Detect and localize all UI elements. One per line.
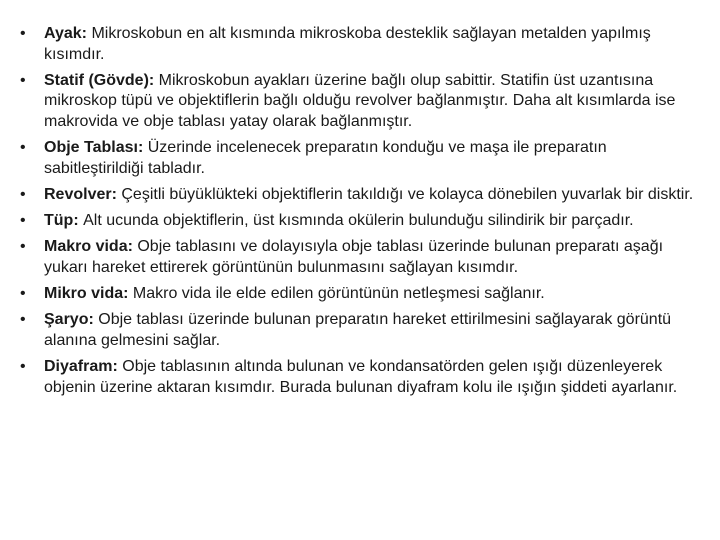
bullet-dot: •	[20, 311, 26, 329]
list-item	[20, 211, 710, 232]
bullet-dot: •	[20, 212, 26, 230]
definition-saryo: Obje tablası üzerinde bulunan preparatın hareket ettirilmesini sağlayarak görüntü alanına gelmesini sağlar.	[44, 311, 672, 349]
list-item	[20, 24, 710, 65]
term-obje-tablasi: Obje Tablası:	[44, 139, 148, 157]
list-item	[20, 71, 710, 133]
bullet-list	[20, 24, 710, 404]
bullet-dot: •	[20, 358, 26, 376]
list-item	[20, 357, 710, 398]
list-item	[20, 237, 710, 278]
bullet-dot: •	[20, 238, 26, 256]
term-revolver: Revolver:	[44, 185, 122, 203]
bullet-dot: •	[20, 25, 26, 42]
term-makro-vida: Makro vida:	[44, 238, 138, 256]
list-item	[20, 138, 710, 179]
bullet-dot: •	[20, 139, 26, 157]
term-ayak: Ayak:	[44, 25, 92, 42]
definition-ayak: Mikroskobun en alt kısmında mikroskoba desteklik sağlayan metalden yapılmış kısımdır.	[44, 25, 651, 63]
list-item	[20, 310, 710, 351]
term-mikro-vida: Mikro vida:	[44, 285, 133, 303]
list-item	[20, 185, 710, 206]
definition-revolver: Çeşitli büyüklükteki objektiflerin takıldığı ve kolayca dönebilen yuvarlak bir disktir.	[121, 185, 694, 203]
list-item	[20, 284, 710, 305]
definition-obje-tablasi: Üzerinde incelenecek preparatın konduğu ve maşa ile preparatın sabitleştirildiği tabladır.	[44, 139, 607, 177]
term-tup: Tüp:	[44, 212, 84, 230]
definition-mikro-vida: Makro vida ile elde edilen görüntünün netleşmesi sağlanır.	[132, 285, 545, 303]
bullet-dot: •	[20, 185, 26, 203]
term-statif: Statif (Gövde):	[44, 71, 159, 89]
definition-tup: Alt ucunda objektiflerin, üst kısmında okülerin bulunduğu silindirik bir parçadır.	[83, 212, 634, 230]
definition-diyafram: Obje tablasının altında bulunan ve kondansatörden gelen ışığı düzenleyerek objenin üzerine aktaran kısımdır. Burada bulunan diyafram kolu ile ışığın şiddeti ayarlanır.	[44, 358, 678, 396]
term-saryo: Şaryo:	[44, 311, 99, 329]
definition-makro-vida: Obje tablasını ve dolayısıyla obje tablası üzerinde bulunan preparatı aşağı yukarı hareket ettirerek görüntünün bulunmasını sağlayan kısımdır.	[44, 238, 664, 276]
bullet-dot: •	[20, 71, 26, 89]
definition-statif: Mikroskobun ayakları üzerine bağlı olup sabittir. Statifin üst uzantısına mikroskop tüpü ve objektiflerin bağlı olduğu revolver bağlanmıştır. Daha alt kısımlarda ise makrovida ve obje tablası yatay olarak bağlanmıştır.	[44, 71, 676, 130]
bullet-dot: •	[20, 285, 26, 303]
term-diyafram: Diyafram:	[44, 358, 123, 376]
